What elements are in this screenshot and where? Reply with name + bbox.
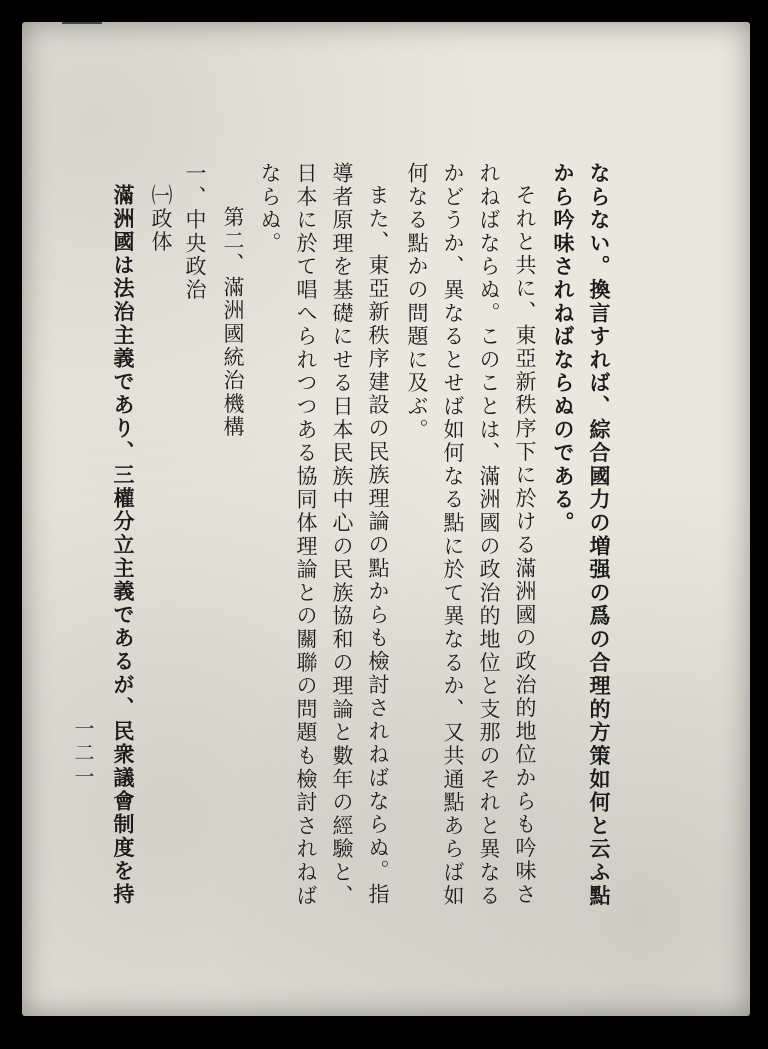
text-column-14: 滿洲國は法治主義であり、三權分立主義であるが、民衆議會制度を持 (111, 184, 136, 907)
text-column-3: それと共に、東亞新秩序下に於ける滿洲國の政治的地位からも吟味さ (513, 184, 537, 907)
text-column-8: 導者原理を基礎にせる日本民族中心の民族協和の理論と數年の經驗と、 (330, 162, 354, 908)
page-number: 一二一 (71, 718, 95, 790)
text-column-10: ならぬ。 (258, 162, 282, 256)
section-heading: 第二、滿洲國統治機構 (221, 206, 245, 439)
document-page (22, 22, 750, 1016)
text-column-7: また、東亞新秩序建設の民族理論の點からも檢討されねばならぬ。指 (366, 184, 390, 907)
text-column-2: から吟味されねばならぬのである。 (551, 162, 576, 535)
text-column-9: 日本に於て唱へられつつある協同体理論との關聯の問題も檢討されねば (294, 162, 318, 908)
text-column-5: かどうか、異なるとせば如何なる點に於て異なるか、又共通點あらば如 (441, 162, 465, 908)
text-column-6: 何なる點かの問題に及ぶ。 (405, 162, 429, 442)
subsection-heading: 一、中央政治 (183, 162, 207, 302)
top-rule (62, 22, 102, 24)
text-column-1: ならない。換言すれば、綜合國力の増强の爲の合理的方策如何と云ふ點 (587, 162, 612, 908)
text-column-4: れねばならぬ。このことは、滿洲國の政治的地位と支那のそれと異なる (477, 162, 501, 908)
item-heading: ㈠政体 (149, 184, 173, 254)
